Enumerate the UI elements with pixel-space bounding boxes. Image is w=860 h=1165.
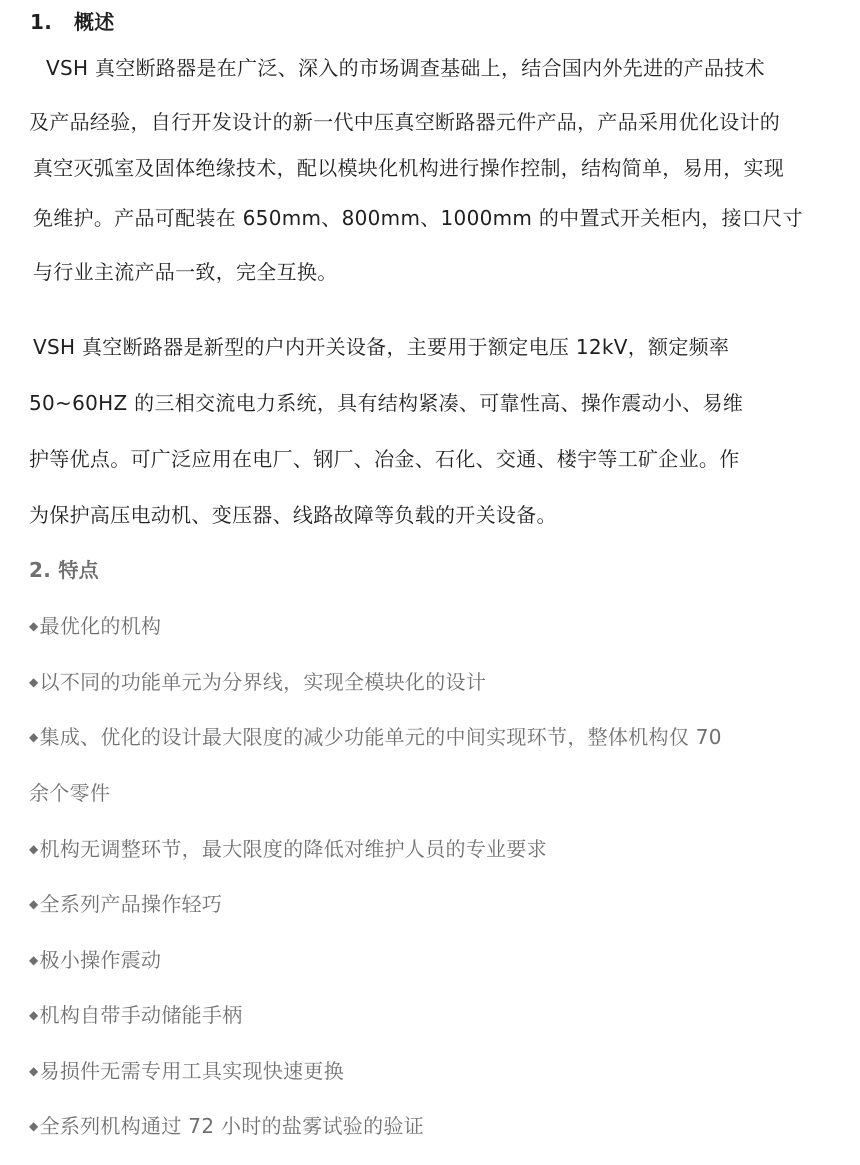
- feature-item-text: 机构无调整环节，最大限度的降低对维护人员的专业要求: [39, 837, 548, 861]
- paragraph-2-line: 50~60HZ 的三相交流电力系统，具有结构紧凑、可靠性高、操作震动小、易维: [29, 391, 744, 415]
- feature-item-continuation: 余个零件: [29, 781, 111, 805]
- feature-item: [29, 723, 722, 751]
- feature-item-text: 易损件无需专用工具实现快速更换: [39, 1059, 345, 1083]
- diamond-bullet-icon: ◆: [29, 1008, 39, 1022]
- feature-item-text: 全系列产品操作轻巧: [39, 892, 223, 916]
- diamond-bullet-icon: ◆: [29, 1119, 39, 1133]
- feature-item: [29, 890, 222, 918]
- feature-item-text: 极小操作震动: [39, 948, 162, 972]
- paragraph-1-line: 及产品经验，自行开发设计的新一代中压真空断路器元件产品，产品采用优化设计的: [29, 110, 781, 134]
- paragraph-1-line: VSH 真空断路器是在广泛、深入的市场调查基础上，结合国内外先进的产品技术: [46, 56, 765, 80]
- paragraph-1-line: 真空灭弧室及固体绝缘技术，配以模块化机构进行操作控制，结构简单，易用，实现: [33, 156, 785, 180]
- section-1-number: 1.: [30, 10, 53, 34]
- feature-item-text: 全系列机构通过 72 小时的盐雾试验的验证: [39, 1114, 424, 1138]
- diamond-bullet-icon: ◆: [29, 730, 39, 744]
- feature-item-text: 集成、优化的设计最大限度的减少功能单元的中间实现环节，整体机构仅 70: [39, 725, 722, 749]
- section-1-heading: [30, 8, 115, 36]
- paragraph-1-line: 与行业主流产品一致，完全互换。: [33, 260, 338, 284]
- feature-item: [29, 1001, 243, 1029]
- feature-item-text: 机构自带手动储能手柄: [39, 1003, 243, 1027]
- diamond-bullet-icon: ◆: [29, 1064, 39, 1078]
- feature-item: [29, 835, 547, 863]
- diamond-bullet-icon: ◆: [29, 675, 39, 689]
- feature-item: [29, 612, 161, 640]
- section-2-heading: 2. 特点: [29, 558, 99, 582]
- diamond-bullet-icon: ◆: [29, 842, 39, 856]
- diamond-bullet-icon: ◆: [29, 619, 39, 633]
- section-1-title: 概述: [74, 10, 115, 34]
- feature-item: [29, 946, 161, 974]
- paragraph-2-line: 护等优点。可广泛应用在电厂、钢厂、冶金、石化、交通、楼宇等工矿企业。作: [29, 447, 740, 471]
- feature-item-text: 以不同的功能单元为分界线，实现全模块化的设计: [39, 670, 487, 694]
- paragraph-1-line: 免维护。产品可配装在 650mm、800mm、1000mm 的中置式开关柜内，接口尺寸: [33, 206, 803, 230]
- feature-item: [29, 1112, 424, 1140]
- feature-item: [29, 668, 486, 696]
- paragraph-2-line: VSH 真空断路器是新型的户内开关设备，主要用于额定电压 12kV，额定频率: [33, 335, 730, 359]
- feature-item: [29, 1057, 344, 1085]
- feature-item-text: 最优化的机构: [39, 614, 162, 638]
- diamond-bullet-icon: ◆: [29, 953, 39, 967]
- diamond-bullet-icon: ◆: [29, 897, 39, 911]
- paragraph-2-line: 为保护高压电动机、变压器、线路故障等负载的开关设备。: [29, 503, 557, 527]
